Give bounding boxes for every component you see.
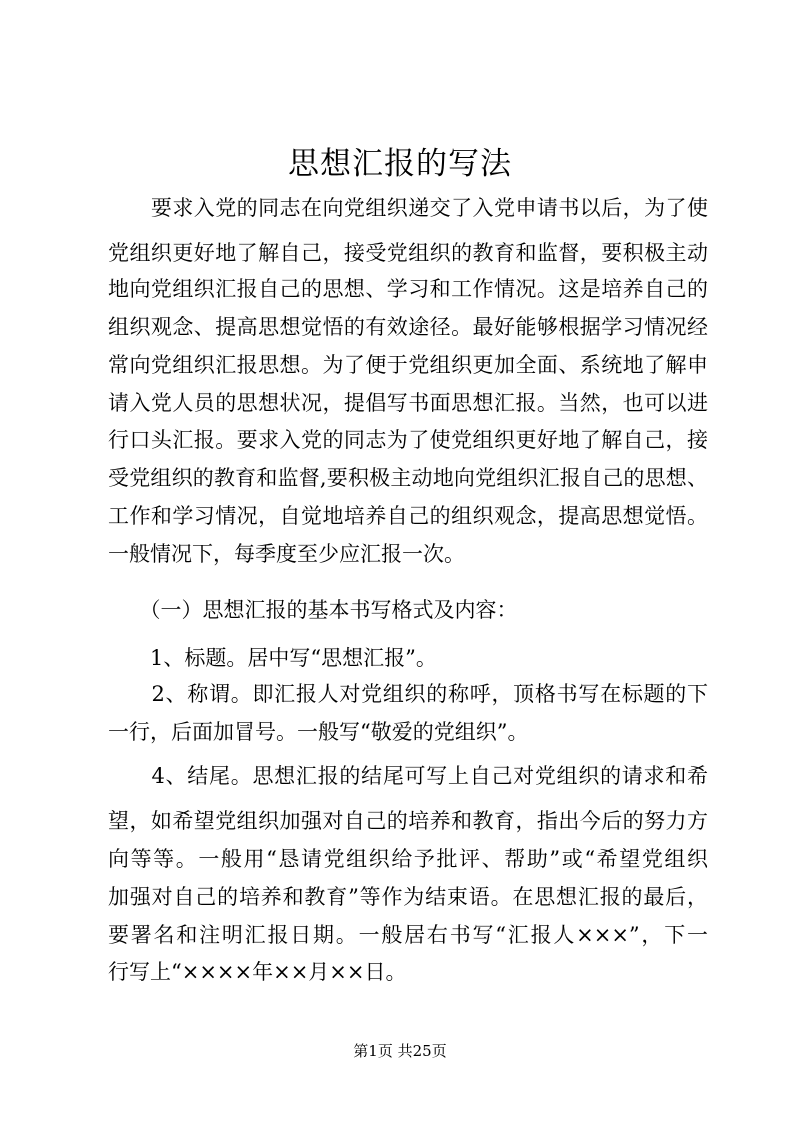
body-line: 受党组织的教育和监督,要积极主动地向党组织汇报自己的思想、 [108,466,708,490]
body-line: 请入党人员的思想状况，提倡写书面思想汇报。当然，也可以进 [108,391,708,415]
body-line: 工作和学习情况，自觉地培养自己的组织观念，提高思想觉悟。 [108,504,708,528]
body-line: 2、称谓。即汇报人对党组织的称呼，顶格书写在标题的下 [108,682,708,706]
body-line: 地向党组织汇报自己的思想、学习和工作情况。这是培养自己的 [108,277,708,301]
body-line: 望，如希望党组织加强对自己的培养和教育，指出今后的努力方 [108,809,708,833]
body-line: 1、标题。居中写“思想汇报”。 [108,646,437,670]
body-line: 组织观念、提高思想觉悟的有效途径。最好能够根据学习情况经 [108,315,708,339]
body-line: 常向党组织汇报思想。为了便于党组织更加全面、系统地了解申 [108,353,708,377]
body-line: 行写上“××××年××月××日。 [108,960,407,984]
body-line: 要求入党的同志在向党组织递交了入党申请书以后，为了使 [108,196,708,220]
body-line: 4、结尾。思想汇报的结尾可写上自己对党组织的请求和希 [108,764,708,788]
body-line: 一般情况下，每季度至少应汇报一次。 [108,542,465,566]
body-line: 行口头汇报。要求入党的同志为了使党组织更好地了解自己，接 [108,428,708,452]
section-heading: （一）思想汇报的基本书写格式及内容： [108,598,518,622]
body-line: 要署名和注明汇报日期。一般居右书写“汇报人×××”，下一 [108,923,708,947]
body-line: 向等等。一般用“恳请党组织给予批评、帮助”或“希望党组织 [108,847,708,871]
body-line: 一行，后面加冒号。一般写“敬爱的党组织”。 [108,720,529,744]
page-footer: 第1页 共25页 [353,1042,447,1060]
body-line: 加强对自己的培养和教育”等作为结束语。在思想汇报的最后， [108,885,708,909]
body-line: 党组织更好地了解自己，接受党组织的教育和监督，要积极主动 [108,241,708,265]
page-title: 思想汇报的写法 [288,146,512,182]
